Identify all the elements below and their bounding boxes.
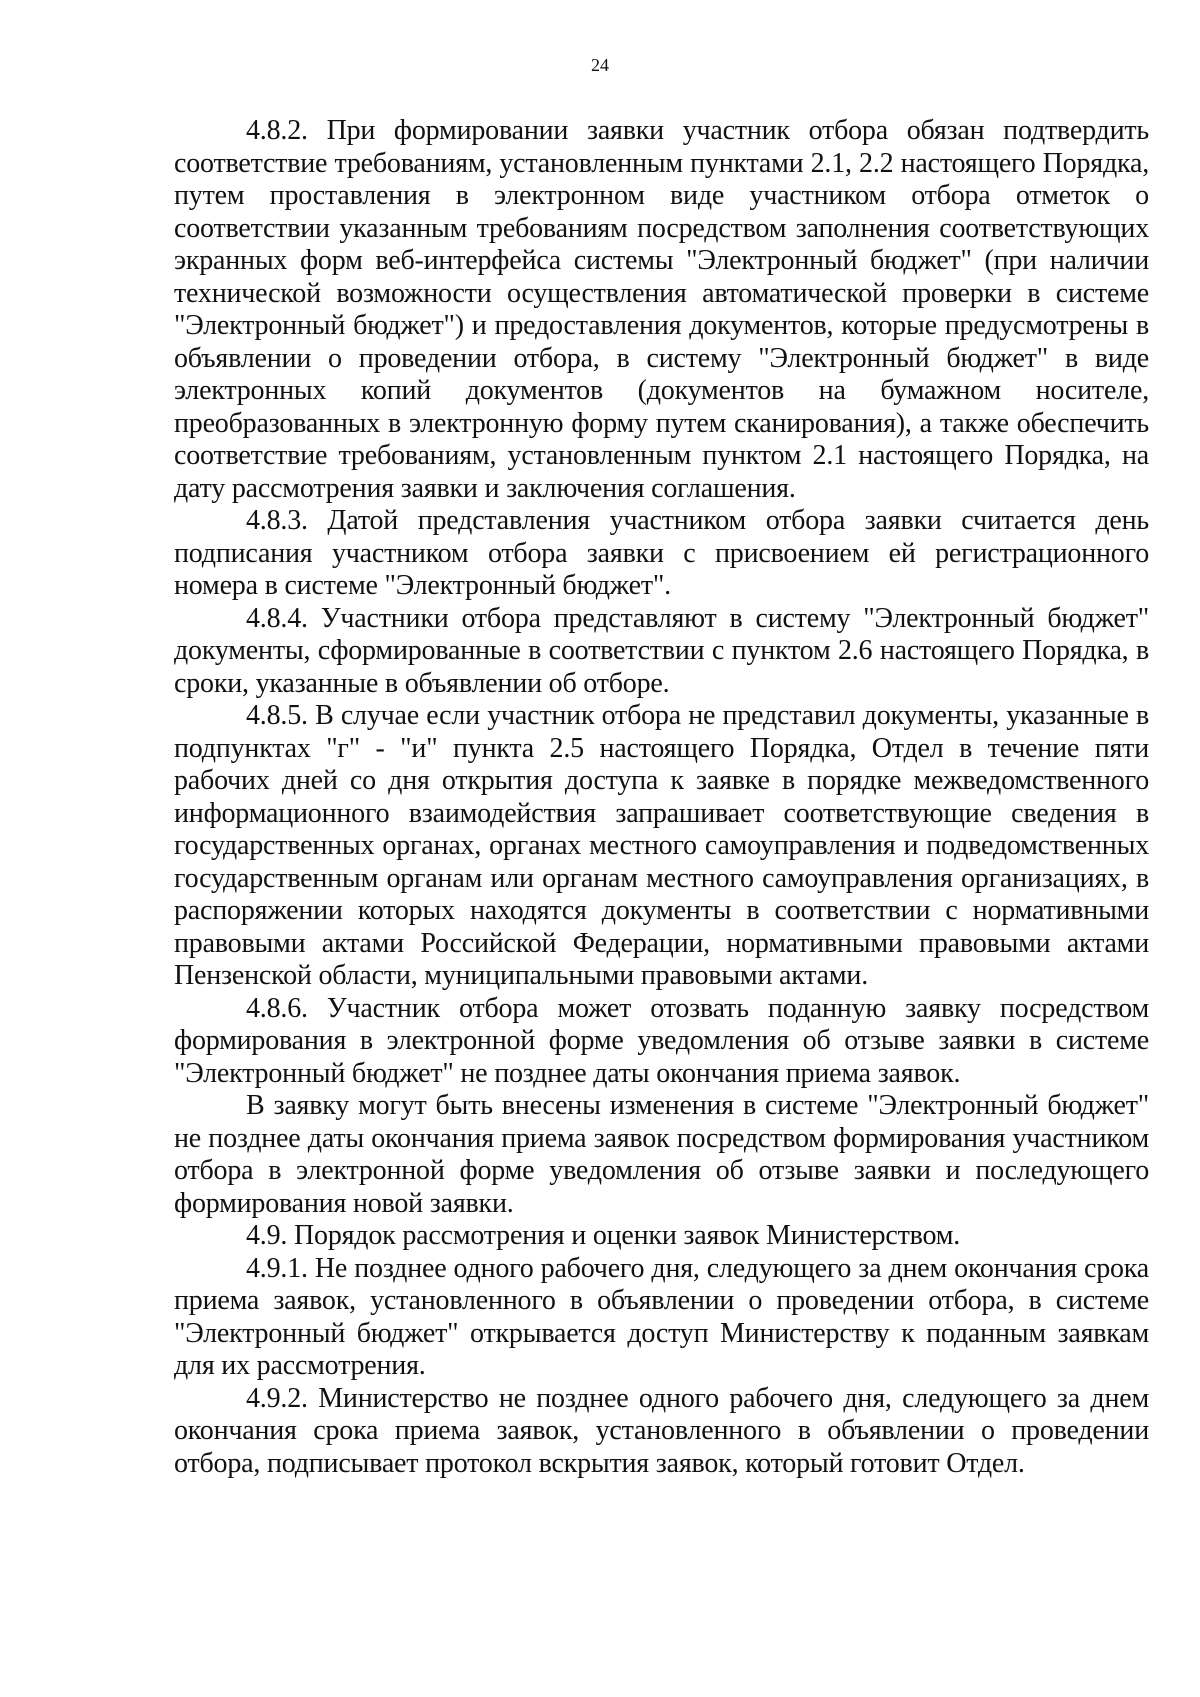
paragraph-4-8-4: 4.8.4. Участники отбора представляют в систему "Электронный бюджет" документы, сформированные в соответствии с пунктом 2.6 настоящего Порядка, в сроки, указанные в объявлении об отборе. <box>174 602 1149 699</box>
paragraph-4-9: 4.9. Порядок рассмотрения и оценки заявок Министерством. <box>246 1220 961 1251</box>
paragraph-4-8-3: 4.8.3. Датой представления участником отбора заявки считается день подписания участником отбора заявки с присвоением ей регистрационного номера в системе "Электронный бюджет". <box>174 505 1149 601</box>
document-body <box>174 115 1149 1480</box>
paragraph-4-8-2: 4.8.2. При формировании заявки участник отбора обязан подтвердить соответствие требованиям, установленным пунктами 2.1, 2.2 настоящего Порядка, путем проставления в электронном виде участником отбора отметок о соответствии указанным требованиям посредством заполнения соответствующих экранных форм веб-интерфейса системы "Электронный бюджет" (при наличии технической возможности осуществления автоматической проверки в системе "Электронный бюджет") и предоставления документов, которые предусмотрены в объявлении о проведении отбора, в систему "Электронный бюджет" в виде электронных копий документов (документов на бумажном носителе, преобразованных в электронную форму путем сканирования), а также обеспечить соответствие требованиям, установленным пунктом 2.1 настоящего Порядка, на дату рассмотрения заявки и заключения соглашения. <box>174 115 1149 504</box>
paragraph-application-changes: В заявку могут быть внесены изменения в системе "Электронный бюджет" не позднее даты окончания приема заявок посредством формирования участником отбора в электронной форме уведомления об отзыве заявки и последующего формирования новой заявки. <box>174 1090 1149 1219</box>
paragraph-4-8-6: 4.8.6. Участник отбора может отозвать поданную заявку посредством формирования в электронной форме уведомления об отзыве заявки в системе "Электронный бюджет" не позднее даты окончания приема заявок. <box>174 992 1149 1089</box>
paragraph-4-8-5: 4.8.5. В случае если участник отбора не представил документы, указанные в подпунктах "г" - "и" пункта 2.5 настоящего Порядка, Отдел в течение пяти рабочих дней со дня открытия доступа к заявке в порядке межведомственного информационного взаимодействия запрашивает соответствующие сведения в государственных органах, органах местного самоуправления и подведомственных государственным органам или органам местного самоуправления организациях, в распоряжении которых находятся документы в соответствии с нормативными правовыми актами Российской Федерации, нормативными правовыми актами Пензенской области, муниципальными правовыми актами. <box>174 700 1149 991</box>
page-number: 24 <box>591 55 609 75</box>
paragraph-4-9-2: 4.9.2. Министерство не позднее одного рабочего дня, следующего за днем окончания срока приема заявок, установленного в объявлении о проведении отбора, подписывает протокол вскрытия заявок, который готовит Отдел. <box>174 1382 1149 1479</box>
paragraph-4-9-1: 4.9.1. Не позднее одного рабочего дня, следующего за днем окончания срока приема заявок, установленного в объявлении о проведении отбора, в системе "Электронный бюджет" открывается доступ Министерству к поданным заявкам для их рассмотрения. <box>174 1252 1149 1381</box>
